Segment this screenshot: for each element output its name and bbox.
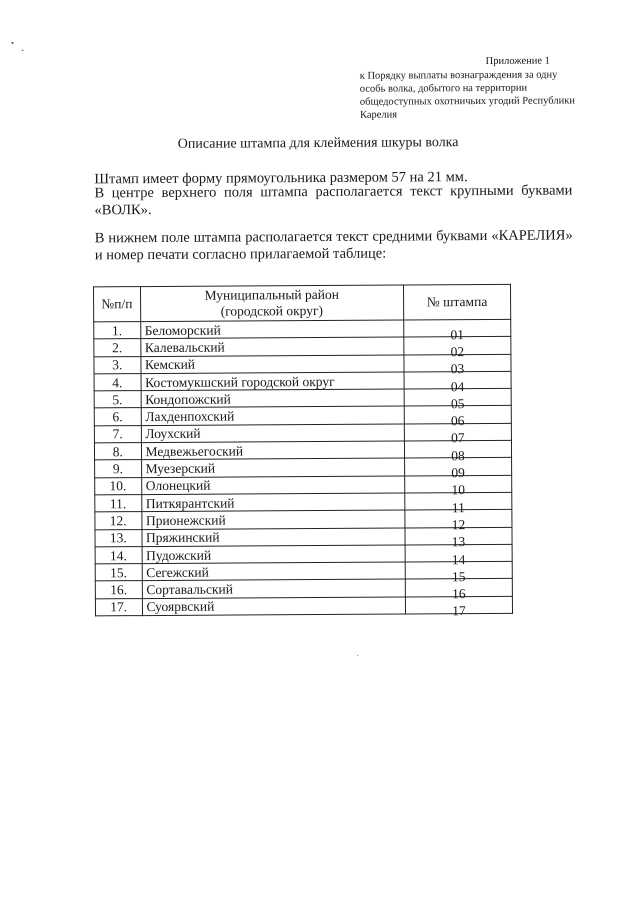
- row-district: Костомукшский городской округ: [141, 372, 405, 391]
- stamp-number: 03: [450, 361, 465, 377]
- paragraph-text: Штамп имеет форму прямоугольника размером 57 на 21 мм.: [94, 169, 468, 188]
- document-heading: Описание штампа для клеймения шкуры волка: [177, 135, 459, 152]
- stamp-number: 16: [452, 586, 466, 602]
- row-district: Олонецкий: [141, 476, 405, 495]
- row-num: 4.: [94, 373, 141, 391]
- stamp-number: 01: [450, 326, 465, 342]
- row-stamp: [404, 319, 511, 342]
- stamp-number: 13: [451, 534, 466, 550]
- stamp-number: 15: [451, 568, 466, 584]
- paragraph-upper-field: [94, 182, 572, 219]
- paragraph-text: В нижнем поле штампа располагается текст средними буквами «КАРЕЛИЯ» и номер печати согласно прилагаемой таблице:: [94, 227, 573, 264]
- row-num: 16.: [95, 581, 142, 599]
- table-header-row: [93, 284, 510, 322]
- stamp-number: 06: [450, 413, 465, 429]
- row-num: 13.: [95, 529, 142, 547]
- appendix-title: Приложение 1: [485, 55, 550, 67]
- row-num: 3.: [94, 356, 141, 374]
- row-district: Медвежьегоский: [141, 441, 405, 460]
- stamp-number: 09: [451, 465, 465, 481]
- row-num: 6.: [94, 408, 141, 426]
- row-num: 2.: [94, 339, 141, 357]
- row-district: Пряжинский: [141, 528, 405, 547]
- stamp-number: 05: [450, 395, 465, 412]
- header-stamp: № штампа: [403, 284, 510, 320]
- row-district: Суоярвский: [142, 597, 406, 616]
- header-num: №п/п: [93, 287, 140, 322]
- row-num: 8.: [94, 443, 141, 461]
- scan-speck: [12, 42, 14, 44]
- stamp-number: 12: [451, 517, 466, 533]
- row-district: Муезерский: [141, 458, 405, 477]
- row-district: Пудожский: [142, 545, 406, 564]
- row-district: Сортавальский: [142, 579, 406, 598]
- stamp-number: 02: [450, 344, 465, 360]
- stamp-number: 07: [451, 430, 465, 446]
- row-num: 14.: [95, 546, 142, 564]
- header-district-line2: (городской округ): [220, 302, 324, 319]
- row-num: 15.: [95, 564, 142, 582]
- row-num: 11.: [95, 495, 142, 513]
- header-district-line1: Муниципальный район: [204, 286, 339, 303]
- stamp-number: 04: [450, 378, 465, 394]
- stamp-number: 10: [451, 482, 465, 498]
- stamp-number: 08: [451, 447, 465, 463]
- row-district: Кондопожский: [141, 389, 405, 408]
- table-body: [94, 319, 513, 619]
- row-district: Прионежский: [141, 510, 405, 529]
- row-district: Лоухский: [141, 424, 405, 443]
- row-num: 17.: [95, 598, 142, 616]
- stamp-number: 11: [451, 499, 465, 515]
- row-num: 5.: [94, 391, 141, 409]
- row-district: Питкярантский: [141, 493, 405, 512]
- appendix-body: к Порядку выплаты вознаграждения за одну особь волка, добытого на территории общедоступных охотничьих угодий Республики Карелия: [359, 69, 575, 121]
- scan-speck: [357, 655, 358, 656]
- row-district: Сегежский: [142, 562, 406, 581]
- row-district: Лахденпохский: [141, 406, 405, 425]
- row-num: 9.: [95, 460, 142, 478]
- stamp-number: 14: [451, 551, 466, 567]
- table-row: [95, 596, 512, 616]
- row-district: Кемский: [140, 355, 404, 374]
- row-district: Калевальский: [140, 337, 404, 356]
- row-num: 7.: [94, 425, 141, 443]
- paragraph-lower-field: [95, 227, 573, 264]
- row-num: 1.: [94, 322, 141, 340]
- stamp-number: 17: [452, 603, 466, 619]
- row-district: Беломорский: [140, 320, 404, 339]
- stamp-table: [93, 284, 513, 617]
- row-num: 12.: [95, 512, 142, 530]
- header-district: [140, 285, 404, 322]
- paragraph-text: В центре верхнего поля штампа располагается текст крупными буквами «ВОЛК».: [94, 182, 573, 219]
- row-num: 10.: [95, 477, 142, 495]
- scan-speck: [22, 50, 24, 51]
